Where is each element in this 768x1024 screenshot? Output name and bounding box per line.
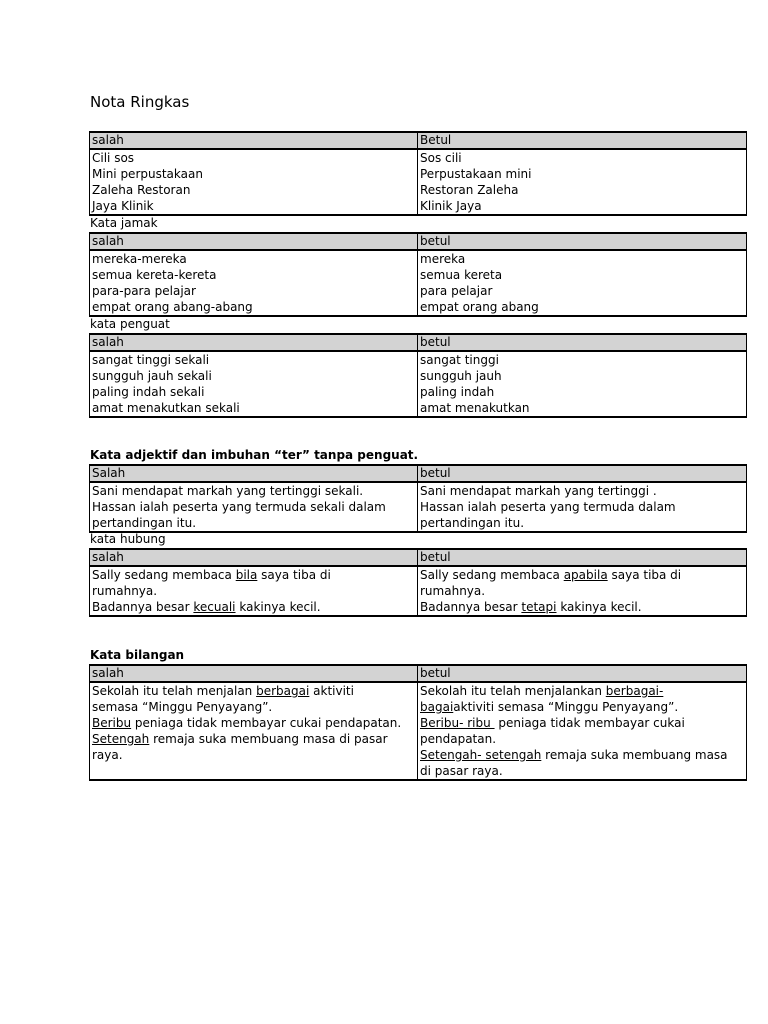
underlined-word: berbagai- [605, 684, 664, 698]
section-heading-kata-bilangan: Kata bilangan [90, 648, 185, 662]
list-item: Perpustakaan mini [420, 167, 532, 181]
text-segment: Sally sedang membaca [92, 568, 236, 582]
list-item: Sos cili [420, 151, 462, 165]
text-segment: saya tiba di [607, 568, 682, 582]
list-item: Hassan ialah peserta yang termuda sekali dalam [92, 500, 386, 514]
list-item [420, 715, 744, 731]
header-salah: salah [90, 665, 418, 682]
text-segment: aktiviti semasa “Minggu Penyayang”. [453, 700, 679, 714]
underlined-word: Setengah- setengah [420, 748, 542, 762]
section-label-kata-jamak: Kata jamak [90, 216, 158, 230]
header-betul: betul [418, 233, 747, 250]
list-item [420, 567, 744, 583]
underlined-word: bagai [420, 700, 454, 714]
cell-betul [418, 566, 747, 616]
underlined-word: Setengah [92, 732, 150, 746]
header-betul: betul [418, 549, 747, 566]
text-segment: Badannya besar [420, 600, 522, 614]
text-segment: Sekolah itu telah menjalankan [420, 684, 606, 698]
section-label-kata-hubung: kata hubung [90, 532, 166, 546]
underlined-word: bila [235, 568, 258, 582]
list-item: sungguh jauh [420, 369, 502, 383]
underlined-word: Beribu [92, 716, 132, 730]
list-item [92, 715, 415, 731]
header-salah: salah [90, 549, 418, 566]
list-item: amat menakutkan sekali [92, 401, 240, 415]
table-kata-penguat [89, 333, 747, 418]
header-betul: betul [418, 665, 747, 682]
underlined-word: berbagai [256, 684, 310, 698]
list-item [92, 683, 415, 699]
list-item: Cili sos [92, 151, 135, 165]
list-item: pendapatan. [420, 732, 497, 746]
list-item: mereka-mereka [92, 252, 187, 266]
list-item: Klinik Jaya [420, 199, 482, 213]
text-segment: saya tiba di [257, 568, 331, 582]
underlined-word: tetapi [521, 600, 557, 614]
list-item: Jaya Klinik [92, 199, 154, 213]
list-item: rumahnya. [92, 584, 158, 598]
list-item: pertandingan itu. [92, 516, 197, 530]
list-item: semua kereta-kereta [92, 268, 217, 282]
list-item: paling indah sekali [92, 385, 205, 399]
list-item: amat menakutkan [420, 401, 530, 415]
underlined-word: kecuali [193, 600, 236, 614]
list-item: empat orang abang-abang [92, 300, 253, 314]
table-kata-hubung [89, 548, 747, 617]
list-item: sangat tinggi [420, 353, 499, 367]
table-nama-am [89, 131, 747, 216]
list-item [420, 747, 744, 763]
cell-salah [90, 482, 418, 532]
text-segment: kakinya kecil. [235, 600, 321, 614]
list-item: sungguh jauh sekali [92, 369, 212, 383]
text-segment: remaja suka membuang masa di pasar [149, 732, 388, 746]
cell-betul [418, 351, 747, 417]
cell-salah [90, 149, 418, 215]
list-item: Zaleha Restoran [92, 183, 191, 197]
cell-betul [418, 149, 747, 215]
text-segment: Sekolah itu telah menjalan [92, 684, 257, 698]
list-item: Sani mendapat markah yang tertinggi . [420, 484, 657, 498]
list-item: Mini perpustakaan [92, 167, 203, 181]
list-item: rumahnya. [420, 584, 486, 598]
table-kata-adjektif [89, 464, 747, 533]
header-betul: betul [418, 465, 747, 482]
text-segment: Sally sedang membaca [420, 568, 564, 582]
cell-betul [418, 482, 747, 532]
section-heading-kata-adjektif: Kata adjektif dan imbuhan “ter” tanpa penguat. [90, 448, 419, 462]
list-item [92, 731, 415, 747]
list-item: para pelajar [420, 284, 493, 298]
cell-salah [90, 682, 418, 780]
list-item: semua kereta [420, 268, 503, 282]
list-item [420, 699, 744, 715]
cell-salah [90, 351, 418, 417]
text-segment: peniaga tidak membayar cukai [494, 716, 685, 730]
list-item: para-para pelajar [92, 284, 196, 298]
list-item: Restoran Zaleha [420, 183, 519, 197]
list-item [420, 599, 744, 615]
cell-salah [90, 250, 418, 316]
list-item: paling indah [420, 385, 495, 399]
text-segment: Badannya besar [92, 600, 194, 614]
table-kata-bilangan [89, 664, 747, 781]
text-segment: remaja suka membuang masa [541, 748, 728, 762]
list-item [92, 567, 415, 583]
cell-betul [418, 250, 747, 316]
header-salah: salah [90, 334, 418, 351]
text-segment: peniaga tidak membayar cukai pendapatan. [131, 716, 402, 730]
list-item: sangat tinggi sekali [92, 353, 210, 367]
header-salah: salah [90, 233, 418, 250]
cell-betul [418, 682, 747, 780]
underlined-word: Beribu- ribu [420, 716, 495, 730]
list-item: di pasar raya. [420, 764, 503, 778]
list-item: Hassan ialah peserta yang termuda dalam [420, 500, 676, 514]
list-item: pertandingan itu. [420, 516, 525, 530]
text-segment: aktiviti [309, 684, 354, 698]
header-salah: Salah [90, 465, 418, 482]
list-item: semasa “Minggu Penyayang”. [92, 700, 273, 714]
list-item: mereka [420, 252, 466, 266]
list-item [420, 683, 744, 699]
list-item: raya. [92, 748, 123, 762]
list-item: Sani mendapat markah yang tertinggi sekali. [92, 484, 364, 498]
cell-salah [90, 566, 418, 616]
table-kata-jamak [89, 232, 747, 317]
header-betul: Betul [418, 132, 747, 149]
list-item: empat orang abang [420, 300, 539, 314]
header-betul: betul [418, 334, 747, 351]
list-item [92, 599, 415, 615]
header-salah: salah [90, 132, 418, 149]
page-title: Nota Ringkas [90, 93, 190, 111]
section-label-kata-penguat: kata penguat [90, 317, 170, 331]
underlined-word: apabila [563, 568, 608, 582]
text-segment: kakinya kecil. [556, 600, 642, 614]
